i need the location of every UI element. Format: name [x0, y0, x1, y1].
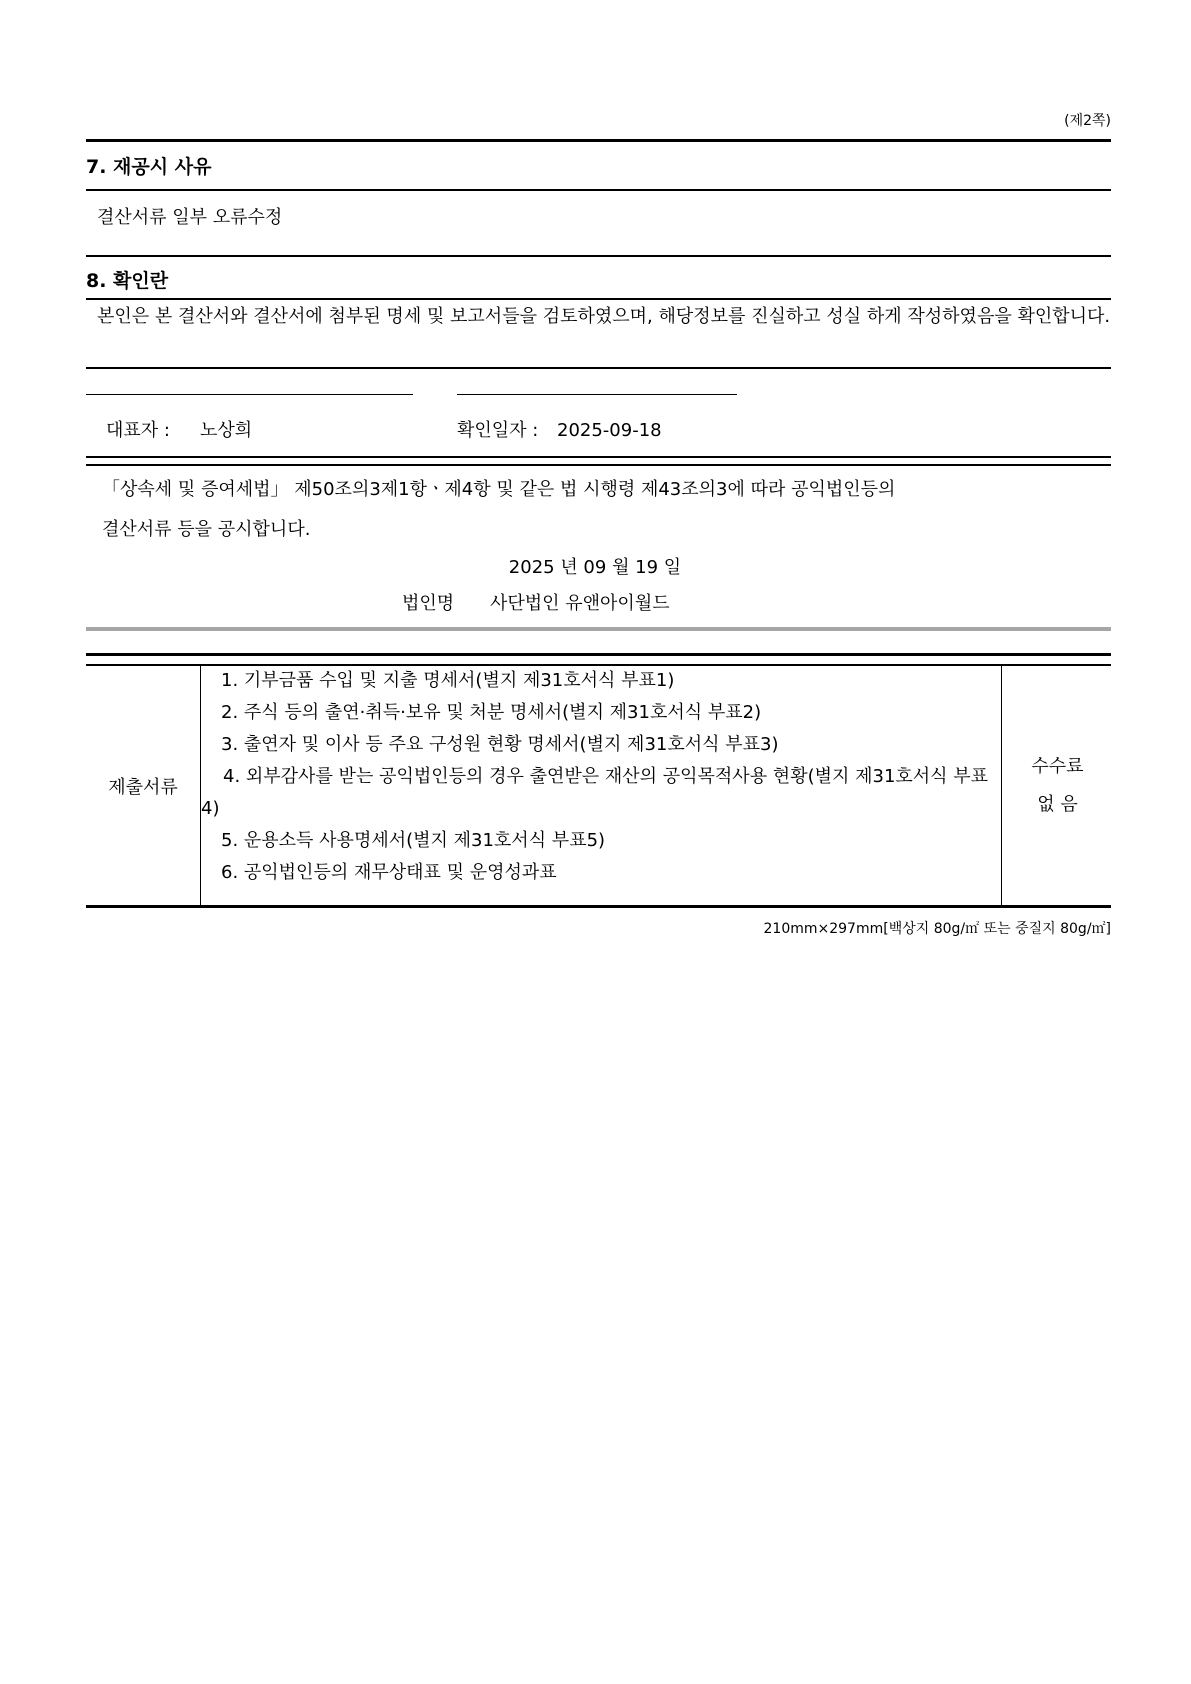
table-top-rule-outer: [86, 653, 1111, 656]
notice-bottom-rule: [86, 627, 1111, 631]
section8-statement-rule: [86, 367, 1111, 369]
submission-list-cell: [201, 665, 1002, 907]
submission-item-4: 4. 외부감사를 받는 공익법인등의 경우 출연받은 재산의 공익목적사용 현황(별지 제31호서식 부표4): [201, 766, 989, 819]
corp-name-label: 법인명: [402, 593, 455, 614]
legal-notice-line2: 결산서류 등을 공시합니다.: [102, 519, 311, 540]
page-number: (제2쪽): [1064, 113, 1111, 129]
section7-title: 7. 재공시 사유: [86, 156, 212, 178]
section7-bottom-rule: [86, 255, 1111, 257]
representative-label: 대표자 :: [106, 420, 170, 441]
representative-signature-line: [86, 394, 413, 395]
fee-cell: [1002, 665, 1114, 907]
section7-title-rule: [86, 189, 1111, 191]
submission-item-5: 5. 운용소득 사용명세서(별지 제31호서식 부표5): [221, 830, 606, 851]
section8-double-rule-top: [86, 456, 1111, 458]
confirm-date-label: 확인일자 :: [457, 420, 539, 441]
submission-item-6: 6. 공익법인등의 재무상태표 및 운영성과표: [221, 862, 557, 883]
fee-value: 없 음: [1037, 794, 1078, 815]
confirm-date-signature-line: [457, 394, 737, 395]
section8-title: 8. 확인란: [86, 270, 169, 292]
corp-name: 사단법인 유앤아이월드: [490, 593, 670, 614]
submission-item-3: 3. 출연자 및 이사 등 주요 구성원 현황 명세서(별지 제31호서식 부표3): [221, 734, 779, 755]
submission-item-2: 2. 주식 등의 출연·취득·보유 및 처분 명세서(별지 제31호서식 부표2): [221, 702, 762, 723]
notice-date: 2025 년 09 월 19 일: [508, 557, 682, 578]
submission-list: [201, 665, 1001, 907]
submission-label: 제출서류: [86, 665, 201, 907]
section8-double-rule-bottom: [86, 464, 1111, 466]
submission-table: [86, 665, 1113, 907]
fee-label: 수수료: [1031, 756, 1084, 777]
representative-name: 노상희: [200, 420, 253, 441]
submission-item-1: 1. 기부금품 수입 및 지출 명세서(별지 제31호서식 부표1): [221, 670, 675, 691]
section7-top-rule: [86, 139, 1111, 142]
legal-notice-line1: 「상속세 및 증여세법」 제50조의3제1항ㆍ제4항 및 같은 법 시행령 제43조의3에 따라 공익법인등의: [102, 479, 896, 500]
confirm-date: 2025-09-18: [557, 420, 662, 441]
reannouncement-reason: 결산서류 일부 오류수정: [97, 207, 283, 228]
confirmation-statement: 본인은 본 결산서와 결산서에 첨부된 명세 및 보고서들을 검토하였으며, 해당정보를 진실하고 성실 하게 작성하였음을 확인합니다.: [97, 306, 1111, 327]
table-bottom-rule: [86, 905, 1111, 908]
paper-spec-footer: 210mm×297mm[백상지 80g/㎡ 또는 중질지 80g/㎡]: [763, 921, 1111, 937]
